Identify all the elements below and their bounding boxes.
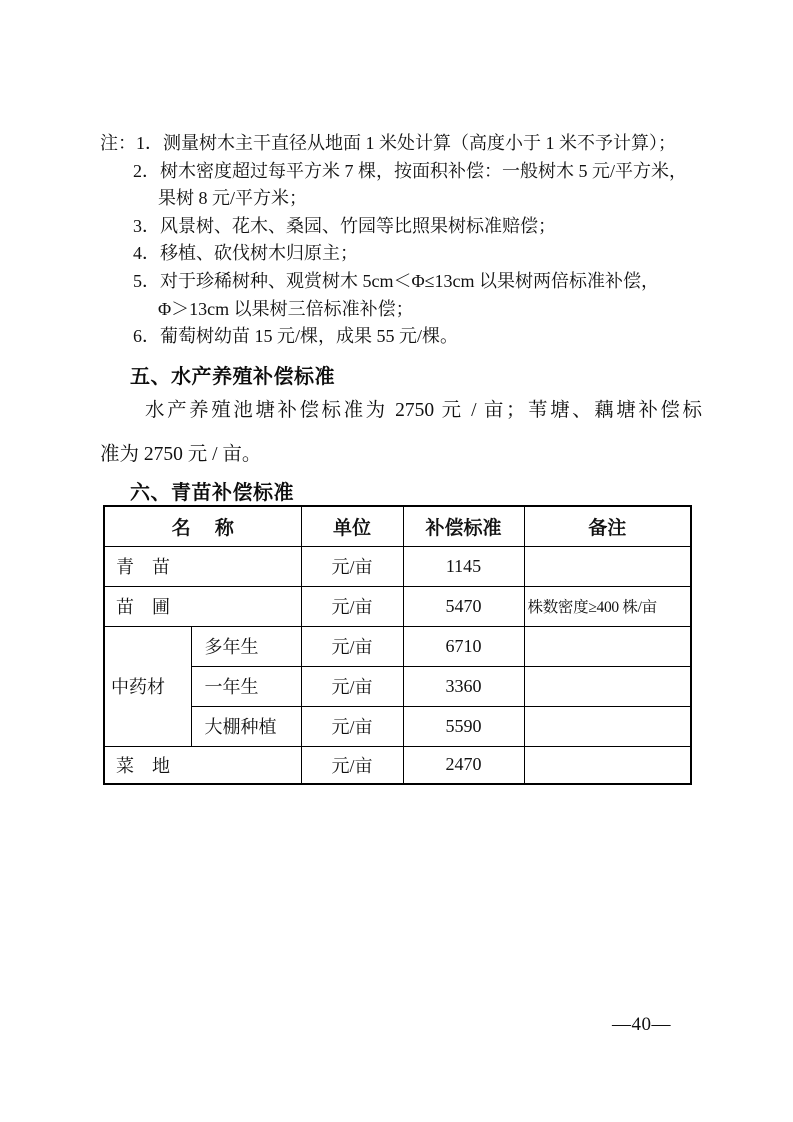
table-cell-standard: 5470 xyxy=(403,586,524,626)
table-row-caidi xyxy=(104,746,691,784)
table-cell-name: 青 苗 xyxy=(104,546,301,586)
table-cell-standard: 6710 xyxy=(403,626,524,666)
table-row-zhongyaocai-dapeng xyxy=(104,706,691,746)
note-line-1 xyxy=(100,130,710,158)
table-cell-name: 苗 圃 xyxy=(104,586,301,626)
table-cell-name: 菜 地 xyxy=(104,746,301,784)
table-cell-standard: 2470 xyxy=(403,746,524,784)
table-cell-standard: 3360 xyxy=(403,666,524,706)
table-row-zhongyaocai-duonian xyxy=(104,626,691,666)
table-header-unit: 单位 xyxy=(301,506,403,546)
note-item-6: 6．葡萄树幼苗 15 元/棵，成果 55 元/棵。 xyxy=(133,326,459,347)
section5-heading: 五、水产养殖补偿标准 xyxy=(130,366,335,388)
table-cell-unit: 元/亩 xyxy=(301,626,403,666)
table-cell-unit: 元/亩 xyxy=(301,706,403,746)
table-cell-remark xyxy=(524,546,691,586)
table-cell-group-label: 中药材 xyxy=(104,626,191,746)
table-cell-remark xyxy=(524,706,691,746)
note-item-2-continuation: 果树 8 元/平方米； xyxy=(158,188,308,209)
note-item-5-continuation: Φ＞13cm 以果树三倍标准补偿； xyxy=(158,298,414,319)
table-header-name: 名 称 xyxy=(104,506,301,546)
table-row-miaopu xyxy=(104,586,691,626)
note-item-5: 5．对于珍稀树种、观赏树木 5cm＜Φ≤13cm 以果树两倍标准补偿， xyxy=(133,270,660,291)
table-cell-unit: 元/亩 xyxy=(301,546,403,586)
note-item-2: 2．树木密度超过每平方米 7 棵，按面积补偿：一般树木 5 元/平方米， xyxy=(133,160,687,181)
section5-paragraph-line1: 水产养殖池塘补偿标准为 2750 元 / 亩；苇塘、藕塘补偿标 xyxy=(145,400,702,421)
table-cell-standard: 1145 xyxy=(403,546,524,586)
table-cell-remark: 株数密度≥400 株/亩 xyxy=(524,586,691,626)
section5-paragraph-line2: 准为 2750 元 / 亩。 xyxy=(100,444,262,465)
note-item-1: 1．测量树木主干直径从地面 1 米处计算（高度小于 1 米不予计算）； xyxy=(136,133,676,153)
table-header-standard: 补偿标准 xyxy=(403,506,524,546)
table-row-qingmiao xyxy=(104,546,691,586)
table-cell-subname: 多年生 xyxy=(191,626,301,666)
note-item-4: 4．移植、砍伐树木归原主； xyxy=(133,243,358,264)
table-cell-remark xyxy=(524,746,691,784)
table-cell-unit: 元/亩 xyxy=(301,586,403,626)
page-number: —40— xyxy=(612,1014,671,1035)
section6-heading: 六、青苗补偿标准 xyxy=(130,482,294,504)
table-cell-unit: 元/亩 xyxy=(301,746,403,784)
notes-label: 注： xyxy=(100,133,136,153)
table-cell-remark xyxy=(524,626,691,666)
compensation-table xyxy=(103,505,692,785)
table-cell-subname: 大棚种植 xyxy=(191,706,301,746)
table-cell-subname: 一年生 xyxy=(191,666,301,706)
table-cell-standard: 5590 xyxy=(403,706,524,746)
table-cell-remark xyxy=(524,666,691,706)
notes-block xyxy=(100,130,710,351)
note-item-3: 3．风景树、花木、桑园、竹园等比照果树标准赔偿； xyxy=(133,215,556,236)
table-cell-unit: 元/亩 xyxy=(301,666,403,706)
table-row-zhongyaocai-yinian xyxy=(104,666,691,706)
table-header-row xyxy=(104,506,691,546)
table-header-remark: 备注 xyxy=(524,506,691,546)
